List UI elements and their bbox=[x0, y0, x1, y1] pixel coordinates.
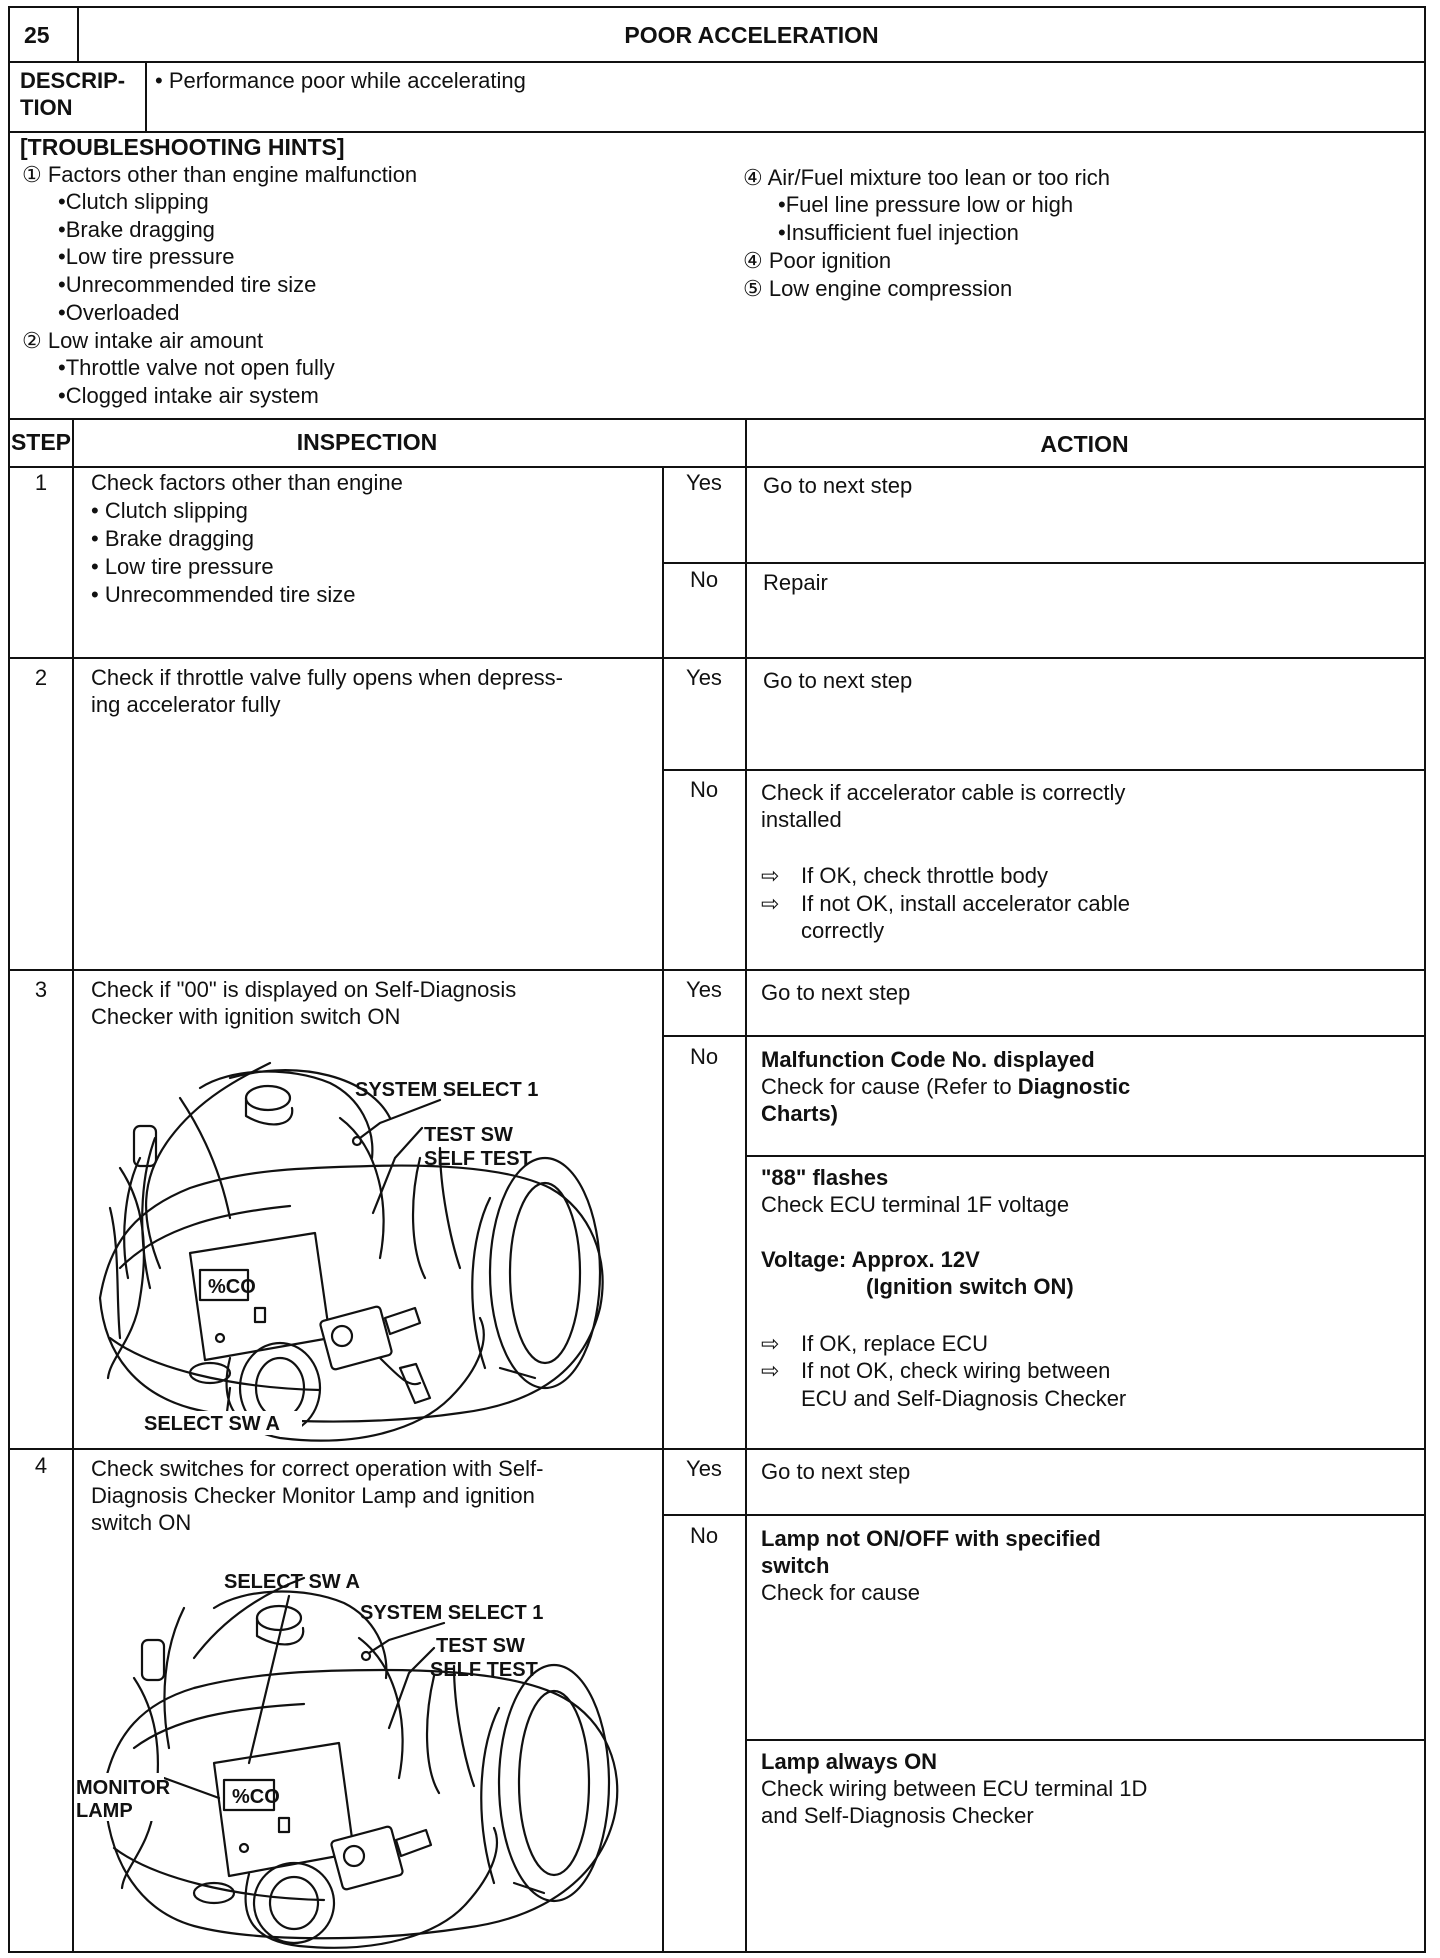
step-4-number: 4 bbox=[34, 1453, 48, 1478]
column-action: ACTION bbox=[1040, 431, 1129, 457]
hint-left-2: •Clutch slipping bbox=[58, 189, 209, 214]
step-1-number: 1 bbox=[34, 470, 48, 495]
step-4-no-heading: Lamp not ON/OFF with specified bbox=[761, 1526, 1101, 1551]
step-2-not-ok-cont: correctly bbox=[801, 918, 885, 943]
figure-label-self-test: SELF TEST bbox=[430, 1659, 538, 1681]
step-3-88-heading: "88" flashes bbox=[761, 1165, 889, 1190]
arrow-right-icon: ⇨ bbox=[761, 1331, 780, 1356]
step-4-inspection-line: Diagnosis Checker Monitor Lamp and ignition bbox=[91, 1483, 535, 1508]
description-text: • Performance poor while accelerating bbox=[155, 68, 526, 93]
step-4-lamp-on-line: Check wiring between ECU terminal 1D bbox=[761, 1776, 1148, 1801]
step-3-yes-action: Go to next step bbox=[761, 980, 911, 1005]
step-2-inspection-line: Check if throttle valve fully opens when depress- bbox=[91, 665, 564, 690]
figure-display-text: %CO bbox=[208, 1276, 256, 1298]
step-1-inspection-line: • Brake dragging bbox=[91, 526, 255, 551]
step-4-yes-label: Yes bbox=[686, 1456, 722, 1481]
step-4-no-heading-cont: switch bbox=[761, 1553, 830, 1578]
step-4-engine-figure bbox=[74, 1548, 660, 1950]
step-3-inspection-line: Check if "00" is displayed on Self-Diagnosis bbox=[91, 977, 517, 1002]
hints-title: [TROUBLESHOOTING HINTS] bbox=[20, 134, 345, 160]
hint-left-7: ② Low intake air amount bbox=[22, 328, 264, 353]
step-2-number: 2 bbox=[34, 665, 48, 690]
arrow-right-icon: ⇨ bbox=[761, 891, 780, 916]
step-2-no-action-line: installed bbox=[761, 807, 842, 832]
step-1-yes-action: Go to next step bbox=[763, 473, 913, 498]
figure-label-system-select: SYSTEM SELECT 1 bbox=[360, 1602, 544, 1624]
arrow-right-icon: ⇨ bbox=[761, 1358, 780, 1383]
step-3-no-line: Check for cause (Refer to Diagnostic bbox=[761, 1074, 1131, 1099]
step-2-yes-action: Go to next step bbox=[763, 668, 913, 693]
step-3-not-ok-cont: ECU and Self-Diagnosis Checker bbox=[801, 1386, 1127, 1411]
page-title: POOR ACCELERATION bbox=[624, 22, 879, 48]
figure-label-system-select: SYSTEM SELECT 1 bbox=[355, 1079, 539, 1101]
step-2-no-label: No bbox=[689, 777, 719, 802]
step-1-inspection-line: • Clutch slipping bbox=[91, 498, 248, 523]
arrow-right-icon: ⇨ bbox=[761, 863, 780, 888]
description-label: DESCRIP- bbox=[20, 68, 126, 93]
section-number: 25 bbox=[24, 22, 50, 48]
hint-left-1: ① Factors other than engine malfunction bbox=[22, 162, 418, 187]
hint-left-9: •Clogged intake air system bbox=[58, 383, 319, 408]
step-1-inspection-line: • Unrecommended tire size bbox=[91, 582, 356, 607]
hint-right-1: ④ Air/Fuel mixture too lean or too rich bbox=[743, 165, 1110, 190]
step-3-no-line-cont: Charts) bbox=[761, 1101, 839, 1126]
step-4-no-line: Check for cause bbox=[761, 1580, 920, 1605]
hint-left-4: •Low tire pressure bbox=[58, 244, 235, 269]
troubleshooting-page bbox=[8, 6, 1426, 1953]
hint-right-5: ⑤ Low engine compression bbox=[743, 276, 1013, 301]
step-4-lamp-on-heading: Lamp always ON bbox=[761, 1749, 938, 1774]
figure-label-select-sw: SELECT SW A bbox=[224, 1571, 360, 1593]
step-4-inspection-line: Check switches for correct operation with Self- bbox=[91, 1456, 544, 1481]
step-3-88-line: Check ECU terminal 1F voltage bbox=[761, 1192, 1070, 1217]
hint-right-4: ④ Poor ignition bbox=[743, 248, 892, 273]
step-2-not-ok-line: ⇨ If not OK, install accelerator cable bbox=[761, 891, 1130, 916]
step-1-yes-label: Yes bbox=[686, 470, 722, 495]
column-step: STEP bbox=[10, 429, 72, 455]
figure-label-monitor: MONITOR bbox=[76, 1777, 171, 1799]
step-3-not-ok-line: ⇨ If not OK, check wiring between bbox=[761, 1358, 1111, 1383]
hint-right-3: •Insufficient fuel injection bbox=[778, 220, 1019, 245]
step-4-yes-action: Go to next step bbox=[761, 1459, 911, 1484]
hint-right-2: •Fuel line pressure low or high bbox=[778, 192, 1074, 217]
step-2-ok-line: ⇨ If OK, check throttle body bbox=[761, 863, 1049, 888]
step-3-no-heading: Malfunction Code No. displayed bbox=[761, 1047, 1095, 1072]
step-4-inspection-line: switch ON bbox=[91, 1510, 192, 1535]
step-3-engine-figure bbox=[80, 1038, 660, 1448]
hint-left-3: •Brake dragging bbox=[58, 217, 215, 242]
figure-label-select-sw: SELECT SW A bbox=[144, 1413, 280, 1435]
step-4-lamp-on-line: and Self-Diagnosis Checker bbox=[761, 1803, 1034, 1828]
column-inspection: INSPECTION bbox=[296, 429, 438, 455]
step-1-no-label: No bbox=[689, 567, 719, 592]
step-3-ok-line: ⇨ If OK, replace ECU bbox=[761, 1331, 989, 1356]
figure-label-lamp: LAMP bbox=[76, 1800, 133, 1822]
hint-left-8: •Throttle valve not open fully bbox=[58, 355, 335, 380]
step-1-inspection-line: Check factors other than engine bbox=[91, 470, 403, 495]
step-1-inspection-line: • Low tire pressure bbox=[91, 554, 274, 579]
step-2-yes-label: Yes bbox=[686, 665, 722, 690]
figure-label-test-sw: TEST SW bbox=[436, 1635, 525, 1657]
step-3-voltage-condition: (Ignition switch ON) bbox=[866, 1274, 1074, 1299]
step-2-no-action-line: Check if accelerator cable is correctly bbox=[761, 780, 1126, 805]
step-1-no-action: Repair bbox=[763, 570, 828, 595]
hint-left-6: •Overloaded bbox=[58, 300, 180, 325]
step-2-inspection-line: ing accelerator fully bbox=[91, 692, 281, 717]
description-label-cont: TION bbox=[20, 95, 73, 120]
step-3-number: 3 bbox=[34, 977, 48, 1002]
step-3-voltage: Voltage: Approx. 12V bbox=[761, 1247, 980, 1272]
figure-label-self-test: SELF TEST bbox=[424, 1148, 532, 1170]
step-3-no-label: No bbox=[689, 1044, 719, 1069]
step-4-no-label: No bbox=[689, 1523, 719, 1548]
step-3-inspection-line: Checker with ignition switch ON bbox=[91, 1004, 401, 1029]
step-3-yes-label: Yes bbox=[686, 977, 722, 1002]
hint-left-5: •Unrecommended tire size bbox=[58, 272, 317, 297]
figure-label-test-sw: TEST SW bbox=[424, 1124, 513, 1146]
figure-display-text: %CO bbox=[232, 1786, 280, 1808]
